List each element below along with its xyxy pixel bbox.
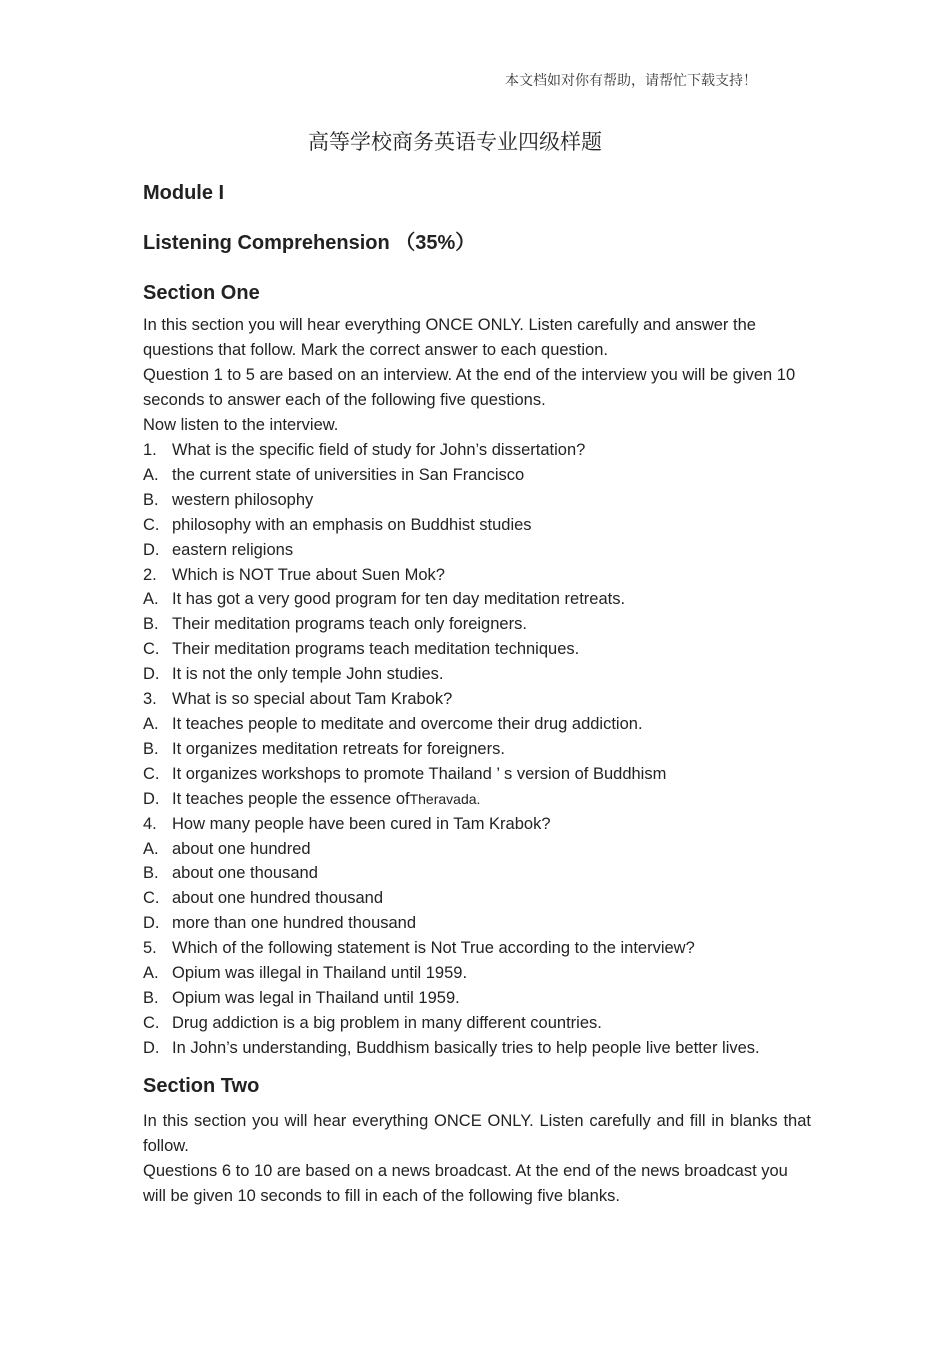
option-5d bbox=[143, 1036, 811, 1061]
option-letter: B. bbox=[143, 615, 159, 634]
option-letter: D. bbox=[143, 540, 160, 559]
question-number: 4. bbox=[143, 814, 157, 833]
option-2d bbox=[143, 662, 811, 687]
option-4c bbox=[143, 886, 811, 911]
question-text: What is the specific field of study for John’s dissertation? bbox=[172, 441, 586, 459]
document-title: 高等学校商务英语专业四级样题 bbox=[308, 130, 602, 154]
option-letter: C. bbox=[143, 764, 160, 783]
section-one-heading: Section One bbox=[143, 282, 260, 304]
question-number: 1. bbox=[143, 441, 157, 459]
option-letter: B. bbox=[143, 864, 159, 883]
section-two-heading: Section Two bbox=[143, 1074, 260, 1097]
option-text: Opium was illegal in Thailand until 1959. bbox=[172, 964, 468, 983]
question-number: 3. bbox=[143, 690, 157, 709]
option-text-small: Theravada. bbox=[409, 790, 481, 807]
option-letter: D. bbox=[143, 1038, 160, 1057]
question-1 bbox=[143, 438, 811, 463]
option-3c bbox=[143, 762, 811, 787]
question-text: Which is NOT True about Suen Mok? bbox=[172, 565, 445, 584]
option-text: about one thousand bbox=[172, 864, 318, 883]
option-letter: A. bbox=[143, 590, 159, 609]
option-text: It organizes meditation retreats for foreigners. bbox=[172, 739, 505, 758]
option-text: Their meditation programs teach meditation techniques. bbox=[172, 640, 580, 659]
option-text: eastern religions bbox=[172, 540, 294, 559]
option-text: about one hundred bbox=[172, 839, 311, 858]
option-4d bbox=[143, 911, 811, 936]
option-letter: B. bbox=[143, 739, 159, 758]
option-text: about one hundred thousand bbox=[172, 889, 384, 908]
option-letter: D. bbox=[143, 665, 160, 684]
option-letter: C. bbox=[143, 889, 160, 908]
option-3d bbox=[143, 787, 811, 812]
header-note: 本文档如对你有帮助，请帮忙下载支持！ bbox=[505, 73, 757, 89]
document-body bbox=[143, 178, 811, 1209]
option-letter: A. bbox=[143, 465, 159, 484]
option-letter: A. bbox=[143, 839, 159, 858]
option-text: It organizes workshops to promote Thailand ’ s version of Buddhism bbox=[172, 764, 667, 783]
option-letter: C. bbox=[143, 640, 160, 659]
option-1c bbox=[143, 513, 811, 538]
question-text: What is so special about Tam Krabok? bbox=[172, 690, 453, 709]
section-two-instructions: In this section you will hear everything ONCE ONLY. Listen carefully and fill in blanks that follow. bbox=[143, 1111, 811, 1155]
question-2 bbox=[143, 563, 811, 588]
section-one-listen-prompt: Now listen to the interview. bbox=[143, 416, 339, 434]
option-letter: B. bbox=[143, 490, 159, 509]
section-two-question-info: Questions 6 to 10 are based on a news broadcast. At the end of the news broadcast you will be given 10 seconds to fill in each of the following five blanks. bbox=[143, 1161, 788, 1205]
section-one-instructions: In this section you will hear everything ONCE ONLY. Listen carefully and answer the questions that follow. Mark the correct answer to each question. bbox=[143, 316, 756, 359]
option-3b bbox=[143, 737, 811, 762]
option-text: Drug addiction is a big problem in many different countries. bbox=[172, 1013, 602, 1032]
option-letter: D. bbox=[143, 914, 160, 933]
question-text: Which of the following statement is Not True according to the interview? bbox=[172, 939, 695, 958]
option-5a bbox=[143, 961, 811, 986]
option-4b bbox=[143, 861, 811, 886]
option-text: more than one hundred thousand bbox=[172, 914, 417, 933]
option-1a bbox=[143, 463, 811, 488]
option-text: It teaches people to meditate and overcome their drug addiction. bbox=[172, 714, 643, 733]
module-heading: Module I bbox=[143, 182, 225, 204]
option-5c bbox=[143, 1011, 811, 1036]
option-3a bbox=[143, 712, 811, 737]
option-1d bbox=[143, 538, 811, 563]
option-2c bbox=[143, 637, 811, 662]
option-text: western philosophy bbox=[172, 490, 314, 509]
section-one-question-info: Question 1 to 5 are based on an interview. At the end of the interview you will be given 10 seconds to answer each of the following five questions. bbox=[143, 366, 796, 409]
option-2b bbox=[143, 612, 811, 637]
option-1b bbox=[143, 488, 811, 513]
question-5 bbox=[143, 936, 811, 961]
option-letter: B. bbox=[143, 988, 159, 1007]
option-letter: C. bbox=[143, 515, 160, 534]
question-number: 2. bbox=[143, 565, 157, 584]
option-text: philosophy with an emphasis on Buddhist studies bbox=[172, 515, 532, 534]
question-text: How many people have been cured in Tam Krabok? bbox=[172, 814, 551, 833]
option-text: In John’s understanding, Buddhism basically tries to help people live better lives. bbox=[172, 1038, 760, 1057]
option-letter: A. bbox=[143, 714, 159, 733]
question-4 bbox=[143, 812, 811, 837]
option-letter: A. bbox=[143, 964, 159, 983]
option-2a bbox=[143, 587, 811, 612]
option-text: Their meditation programs teach only foreigners. bbox=[172, 615, 527, 634]
option-text: Opium was legal in Thailand until 1959. bbox=[172, 988, 460, 1007]
option-5b bbox=[143, 986, 811, 1011]
option-text: the current state of universities in San Francisco bbox=[172, 465, 525, 484]
option-text: It has got a very good program for ten day meditation retreats. bbox=[172, 590, 626, 609]
option-text: It teaches people the essence of bbox=[172, 789, 410, 808]
question-number: 5. bbox=[143, 939, 157, 958]
option-letter: D. bbox=[143, 789, 160, 808]
option-4a bbox=[143, 837, 811, 862]
option-text: It is not the only temple John studies. bbox=[172, 665, 444, 684]
question-3 bbox=[143, 687, 811, 712]
part-heading: Listening Comprehension （35%） bbox=[143, 232, 476, 254]
option-letter: C. bbox=[143, 1013, 160, 1032]
